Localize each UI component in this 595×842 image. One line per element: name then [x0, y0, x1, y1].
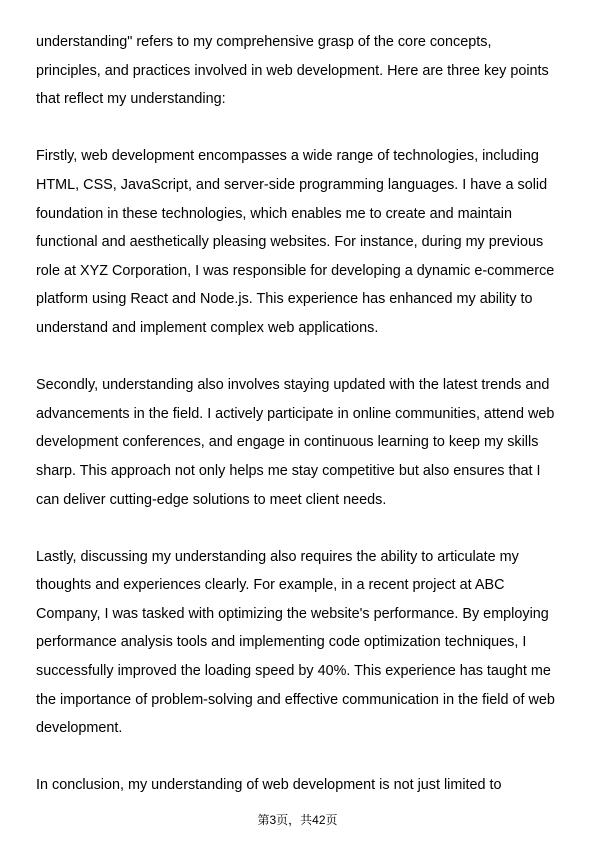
paragraph-spacer — [36, 514, 566, 543]
text-line: can deliver cutting-edge solutions to meet client needs. — [36, 491, 387, 508]
text-line: platform using React and Node.js. This experience has enhanced my ability to — [36, 291, 533, 308]
paragraph-secondly — [36, 371, 566, 514]
paragraph-intro — [36, 28, 566, 114]
text-line: HTML, CSS, JavaScript, and server-side programming languages. I have a solid — [36, 176, 548, 193]
text-line: Secondly, understanding also involves staying updated with the latest trends and — [36, 377, 550, 394]
paragraph-spacer — [36, 343, 566, 372]
document-body — [36, 28, 566, 800]
text-line: functional and aesthetically pleasing websites. For instance, during my previous — [36, 234, 544, 251]
text-line: the importance of problem-solving and effective communication in the field of web — [36, 691, 555, 708]
text-line: understanding" refers to my comprehensive grasp of the core concepts, — [36, 34, 492, 50]
text-line: foundation in these technologies, which enables me to create and maintain — [36, 205, 513, 222]
text-line: that reflect my understanding: — [36, 91, 226, 108]
text-line: Firstly, web development encompasses a wide range of technologies, including — [36, 148, 539, 165]
text-line: advancements in the field. I actively participate in online communities, attend web — [36, 405, 555, 422]
text-line: In conclusion, my understanding of web development is not just limited to — [36, 777, 502, 794]
text-line: development. — [36, 720, 123, 737]
paragraph-spacer — [36, 114, 566, 143]
text-line: understand and implement complex web applications. — [36, 319, 379, 336]
text-line: principles, and practices involved in web development. Here are three key points — [36, 62, 549, 79]
page-number: 第3页，共42页 — [257, 813, 338, 827]
text-line: performance analysis tools and implementing code optimization techniques, I — [36, 634, 527, 651]
text-line: Company, I was tasked with optimizing the website's performance. By employing — [36, 605, 549, 622]
text-line: thoughts and experiences clearly. For example, in a recent project at ABC — [36, 577, 505, 594]
text-line: sharp. This approach not only helps me stay competitive but also ensures that I — [36, 462, 541, 479]
paragraph-spacer — [36, 743, 566, 772]
paragraph-lastly — [36, 543, 566, 743]
text-line: Lastly, discussing my understanding also requires the ability to articulate my — [36, 548, 519, 565]
text-line: development conferences, and engage in continuous learning to keep my skills — [36, 434, 539, 451]
paragraph-conclusion — [36, 771, 566, 800]
paragraph-firstly — [36, 142, 566, 342]
text-line: successfully improved the loading speed by 40%. This experience has taught me — [36, 663, 551, 680]
text-line: role at XYZ Corporation, I was responsible for developing a dynamic e-commerce — [36, 262, 555, 279]
